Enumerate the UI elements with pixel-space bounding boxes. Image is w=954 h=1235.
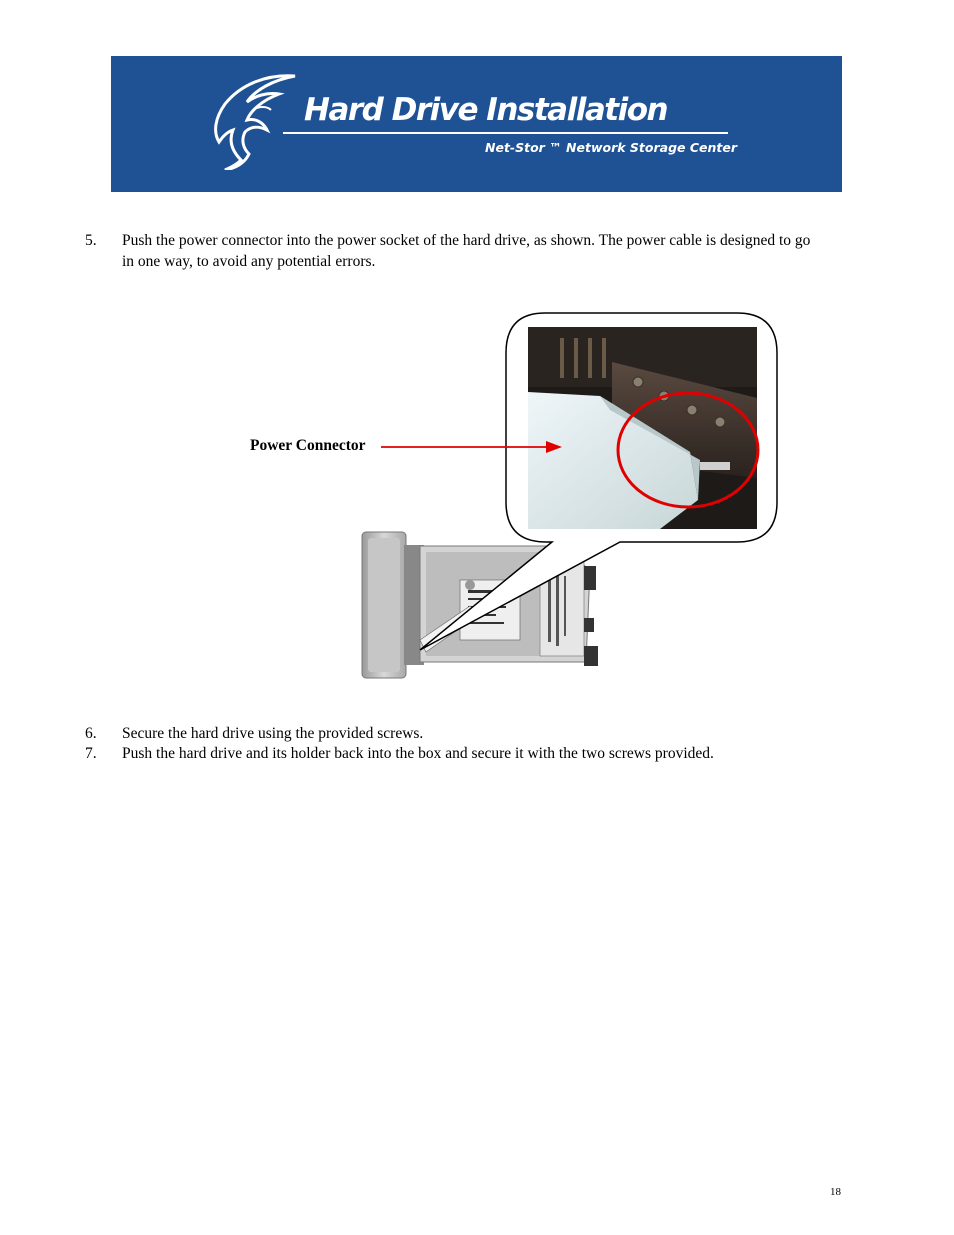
step-number: 7. — [85, 745, 97, 762]
step-6 — [85, 723, 805, 745]
step-text: Push the hard drive and its holder back into the box and secure it with the two screws provided. — [122, 745, 714, 762]
banner-subtitle: Net-Stor ™ Network Storage Center — [485, 140, 738, 155]
step-5 — [85, 230, 811, 274]
page-number: 18 — [830, 1186, 841, 1198]
power-connector-figure — [0, 300, 954, 700]
step-text: Push the power connector into the power socket of the hard drive, as shown. The power cable is designed to go in one way, to avoid any potential errors. — [122, 232, 811, 270]
step-text: Secure the hard drive using the provided screws. — [122, 725, 424, 742]
eagle-logo-icon — [207, 70, 297, 170]
power-connector-closeup-image — [528, 327, 758, 529]
page-title: Hard Drive Installation — [304, 92, 668, 128]
installation-illustration — [0, 300, 954, 700]
step-number: 5. — [85, 232, 97, 249]
header-banner — [111, 56, 842, 192]
banner-divider — [283, 132, 728, 134]
step-7 — [85, 743, 805, 765]
power-connector-label: Power Connector — [250, 437, 366, 454]
step-number: 6. — [85, 725, 97, 742]
